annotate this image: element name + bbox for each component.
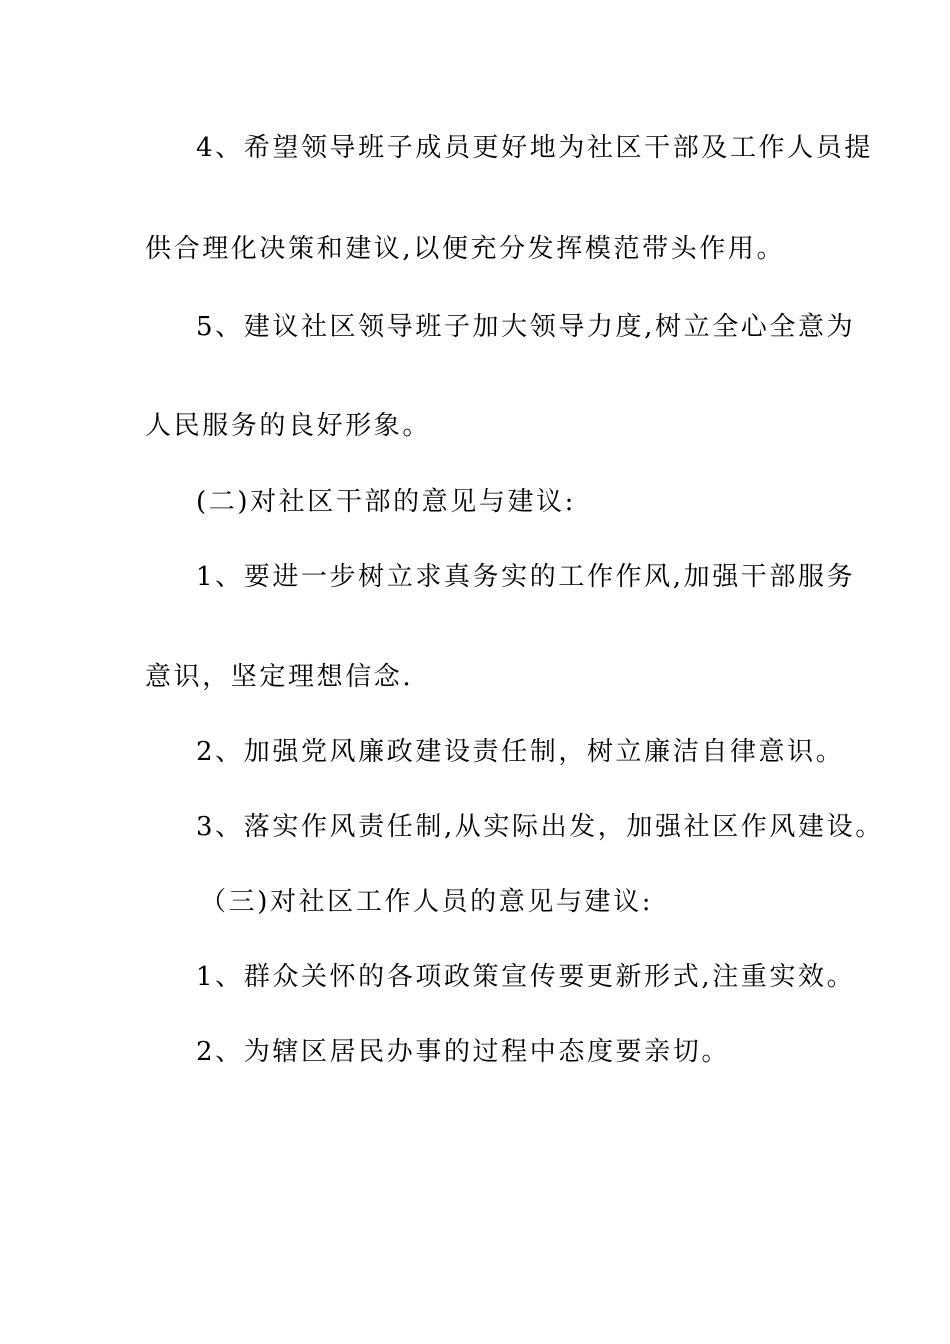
paragraph-line-2: 供合理化决策和建议,以便充分发挥模范带头作用。	[145, 234, 786, 264]
paragraph-line-8: 2、加强党风廉政建设责任制，树立廉洁自律意识。	[196, 737, 845, 767]
paragraph-line-12: 2、为辖区居民办事的过程中态度要亲切。	[196, 1037, 730, 1067]
paragraph-line-3: 5、建议社区领导班子加大领导力度,树立全心全意为	[196, 312, 856, 342]
section-heading-2: (二)对社区干部的意见与建议:	[196, 487, 577, 517]
paragraph-line-4: 人民服务的良好形象。	[145, 411, 432, 441]
paragraph-line-6: 1、要进一步树立求真务实的工作作风,加强干部服务	[196, 562, 856, 592]
section-heading-3: （三)对社区工作人员的意见与建议:	[200, 887, 654, 917]
paragraph-line-1: 4、希望领导班子成员更好地为社区干部及工作人员提	[196, 133, 873, 163]
paragraph-line-9: 3、落实作风责任制,从实际出发，加强社区作风建设。	[196, 812, 884, 842]
paragraph-line-7: 意识，坚定理想信念.	[145, 662, 414, 692]
paragraph-line-11: 1、群众关怀的各项政策宣传要更新形式,注重实效。	[196, 962, 856, 992]
